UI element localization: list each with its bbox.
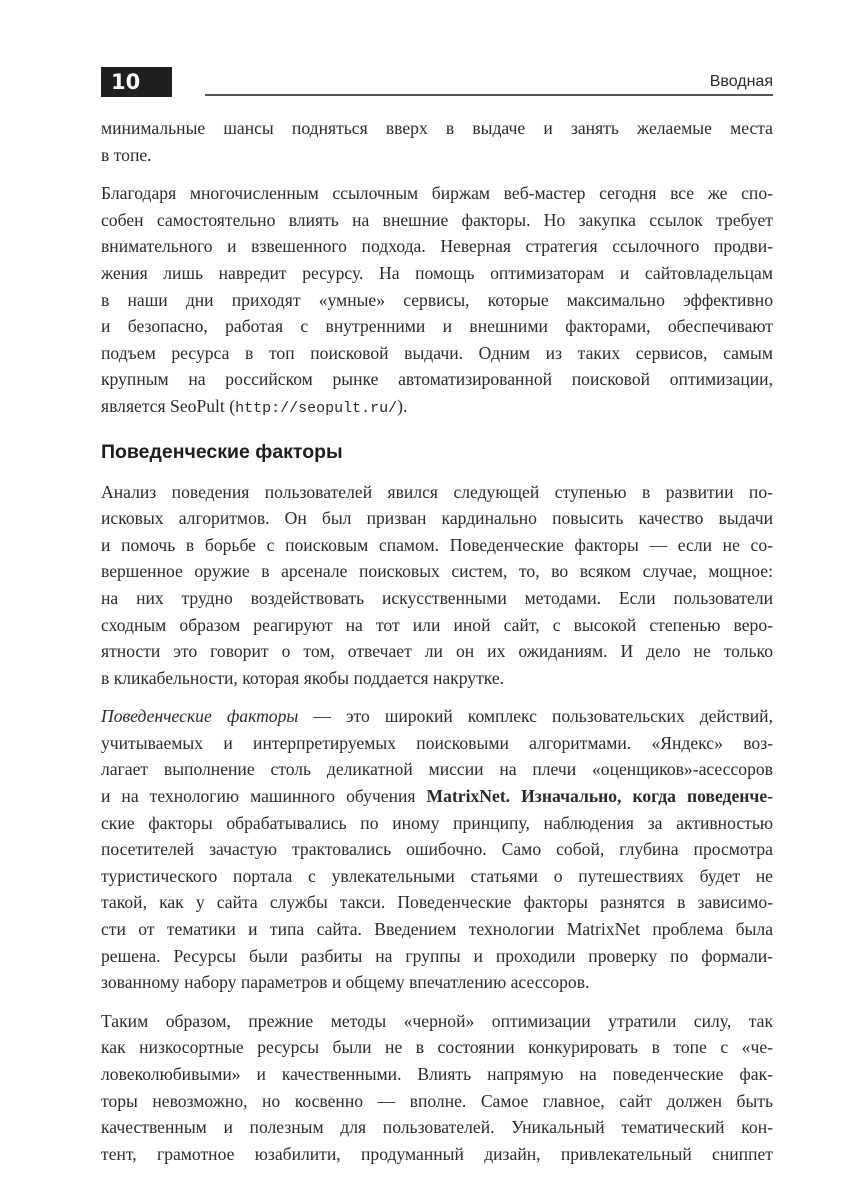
text-line: в топе. xyxy=(101,144,152,165)
running-title: Вводная xyxy=(709,73,773,90)
paragraph-5 xyxy=(101,1008,773,1168)
text-line: тент, грамотное юзабилити, продуманный дизайн, привлекательный сниппет xyxy=(101,1143,773,1164)
section-heading: Поведенческие факторы xyxy=(101,440,343,463)
text-line: ятности это говорит о том, отвечает ли он их ожиданиям. И дело не только xyxy=(101,641,773,662)
text-line: учитываемых и интерпретируемых поисковыми алгоритмами. «Яндекс» воз- xyxy=(101,732,773,753)
text-line: такой, как у сайта службы такси. Поведенческие факторы разнятся в зависимо- xyxy=(101,892,773,913)
page-body xyxy=(101,115,773,1179)
text-fragment: ). xyxy=(397,395,408,416)
text-fragment: — это широкий комплекс пользовательских действий, xyxy=(298,706,773,727)
text-line: Анализ поведения пользователей явился следующей ступенью в развитии по- xyxy=(101,481,773,502)
text-line: лагает выполнение столь деликатной миссии на плечи «оценщиков»-асессоров xyxy=(101,759,773,780)
text-line: торы невозможно, но косвенно — вполне. Самое главное, сайт должен быть xyxy=(101,1090,773,1111)
text-line: в кликабельности, которая якобы поддается накрутке. xyxy=(101,667,505,688)
text-line: внимательного и взвешенного подхода. Неверная стратегия ссылочного продви- xyxy=(101,236,773,257)
text-line: крупным на российском рынке автоматизированной поисковой оптимизации, xyxy=(101,369,773,390)
text-line: Благодаря многочисленным ссылочным биржам веб-мастер сегодня все же спо- xyxy=(101,183,773,204)
text-line: зованному набору параметров и общему впечатлению асессоров. xyxy=(101,972,590,993)
text-line: ловеколюбивыми» и качественными. Влиять напрямую на поведенческие фак- xyxy=(101,1064,773,1084)
bold-fragment: MatrixNet. Изначально, когда поведенче- xyxy=(426,786,773,807)
paragraph-3 xyxy=(101,479,773,692)
page-number: 10 xyxy=(101,67,172,97)
text-fragment: и на технологию машинного обучения xyxy=(101,786,427,807)
text-line: вершенное оружие в арсенале поисковых систем, то, во всяком случае, мощное: xyxy=(101,561,773,582)
text-line: минимальные шансы подняться вверх в выдаче и занять желаемые места xyxy=(101,118,773,138)
text-line xyxy=(101,783,773,810)
text-line: ские факторы обрабатывались по иному принципу, наблюдения за активностью xyxy=(101,812,773,833)
text-line: на них трудно воздействовать искусственными методами. Если пользователи xyxy=(101,587,773,608)
text-line: посетителей зачастую трактовались ошибочно. Само собой, глубина просмотра xyxy=(101,839,773,860)
text-line: сти от тематики и типа сайта. Введением технологии MatrixNet проблема была xyxy=(101,919,773,940)
text-fragment: является SeoPult ( xyxy=(101,395,236,416)
text-line: в наши дни приходят «умные» сервисы, которые максимально эффективно xyxy=(101,289,773,310)
text-line: жения лишь навредит ресурсу. На помощь оптимизаторам и сайтовладельцам xyxy=(101,262,773,283)
text-line: подъем ресурса в топ поисковой выдачи. Одним из таких сервисов, самым xyxy=(101,342,773,363)
paragraph-1 xyxy=(101,115,773,168)
italic-term: Поведенческие факторы xyxy=(101,706,299,727)
header-rule xyxy=(205,94,773,96)
text-line xyxy=(101,393,773,423)
text-line: и безопасно, работая с внутренними и внешними факторами, обеспечивают xyxy=(101,316,773,337)
text-line: исковых алгоритмов. Он был призван кардинально повысить качество выдачи xyxy=(101,508,773,529)
text-line: Таким образом, прежние методы «черной» оптимизации утратили силу, так xyxy=(101,1010,773,1031)
text-line: как низкосортные ресурсы были не в состоянии конкурировать в топе с «че- xyxy=(101,1037,773,1058)
seopult-link[interactable]: http://seopult.ru/ xyxy=(235,399,398,417)
paragraph-2 xyxy=(101,180,773,422)
text-line: сходным образом реагируют на тот или иной сайт, с высокой степенью веро- xyxy=(101,614,773,635)
text-line: качественным и полезным для пользователей. Уникальный тематический кон- xyxy=(101,1117,773,1138)
paragraph-4 xyxy=(101,703,773,996)
text-line: собен самостоятельно влиять на внешние факторы. Но закупка ссылок требует xyxy=(101,209,773,230)
text-line: и помочь в борьбе с поисковым спамом. Поведенческие факторы — если не со- xyxy=(101,534,773,555)
text-line xyxy=(101,703,773,730)
text-line: туристического портала с увлекательными статьями о путешествиях будет не xyxy=(101,865,773,886)
text-line: решена. Ресурсы были разбиты на группы и проходили проверку по формали- xyxy=(101,945,773,966)
